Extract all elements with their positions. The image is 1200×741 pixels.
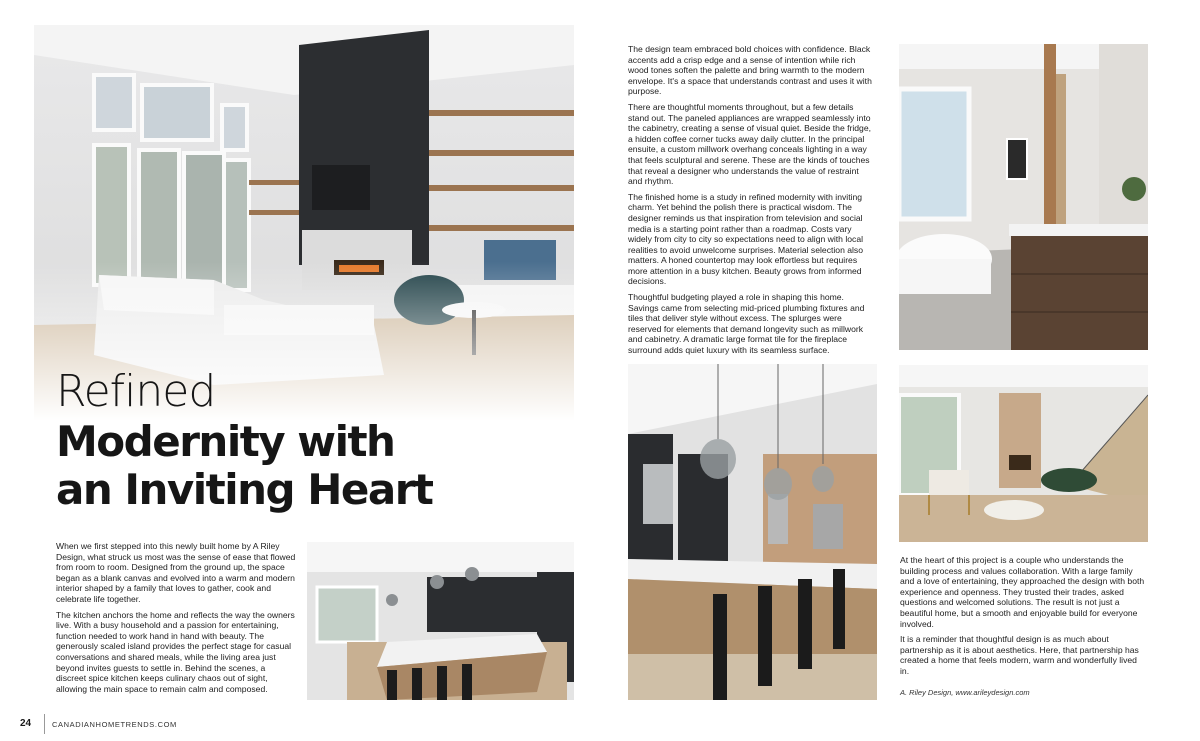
kitchen-photo-wide bbox=[307, 542, 574, 700]
kitchen-island-photo bbox=[628, 364, 877, 700]
article-headline bbox=[56, 366, 526, 514]
body-column-3 bbox=[900, 555, 1148, 682]
paragraph: The design team embraced bold choices with confidence. Black accents add a crisp edge and a sense of intention while rich wood tones soften the palette and bring warmth to the modern envelope. It's a space that understands contrast and uses it with purpose. bbox=[628, 44, 872, 97]
paragraph: There are thoughtful moments throughout, but a few details stand out. The paneled appliances are wrapped seamlessly into the cabinetry, creating a sense of visual quiet. Beside the fridge, a hidden coffee corner tucks away daily clutter. In the principal ensuite, a custom millwork overhang conceals lighting in a way that feels sculptural and serene. These are the kinds of touches that reveal a designer who understands the value of restraint and rhythm. bbox=[628, 101, 871, 187]
paragraph: The kitchen anchors the home and reflects the way the owners live. With a busy household and a passion for entertaining, function needed to work hand in hand with beauty. The generously scaled island provides the perfect stage for casual conversations and shared meals, while the living area just beyond invites guests to settle in. Behind the scenes, a discreet spice kitchen keeps culinary chaos out of sight, allowing the main space to remain calm and composed. bbox=[56, 609, 295, 694]
headline-line-2: Modernity with bbox=[56, 417, 395, 466]
page-number: 24 bbox=[20, 718, 32, 729]
paragraph: When we first stepped into this newly built home by A Riley Design, what struck us most was the sense of ease that flowed from room to room. Designed from the ground up, the space began as a blank canvas and evolved into a warm and modern interior shaped by a family that loves to gather, cook and celebrate life together. bbox=[56, 541, 296, 604]
headline-line-1: Refined bbox=[56, 366, 216, 417]
photo-credit: A. Riley Design, www.arileydesign.com bbox=[900, 688, 1030, 697]
living-room-stairs-photo bbox=[899, 365, 1148, 542]
paragraph: At the heart of this project is a couple who understands the building process and values collaboration. With a large family and a love of entertaining, they approached the design with both experience and openness. They trusted their trades, asked questions and welcomed solutions. The result is not just a beautiful home, but a smooth and enjoyable build for everyone involved. bbox=[900, 555, 1145, 629]
footer-website: CANADIANHOMETRENDS.COM bbox=[52, 720, 177, 729]
paragraph: Thoughtful budgeting played a role in shaping this home. Savings came from selecting mid-priced plumbing fixtures and tiles that deliver style without excess. The splurges were reserved for elements that demand longevity such as millwork and cabinetry. A dramatic large format tile for the fireplace surround adds quiet luxury with its seamless surface. bbox=[628, 292, 865, 356]
body-column-2 bbox=[628, 44, 873, 361]
footer-divider bbox=[44, 714, 45, 734]
paragraph: The finished home is a study in refined modernity with inviting charm. Yet behind the polish there is practical wisdom. The designer reminds us that inspiration from television and social media is a starting point rather than a roadmap. Costs vary widely from city to city so expectations need to align with local realities to avoid unwelcome surprises. Material selection also matters. A honed countertop may look effortless but requires more attention in a busy kitchen. Beauty grows from informed decisions. bbox=[628, 191, 864, 287]
ensuite-bathroom-photo bbox=[899, 44, 1148, 350]
headline-line-3: an Inviting Heart bbox=[56, 465, 433, 514]
body-column-1 bbox=[56, 541, 296, 699]
paragraph: It is a reminder that thoughtful design is as much about partnership as it is about aesthetics. Here, that partnership has created a home that feels modern, warm and wonderfully lived in. bbox=[900, 634, 1139, 676]
